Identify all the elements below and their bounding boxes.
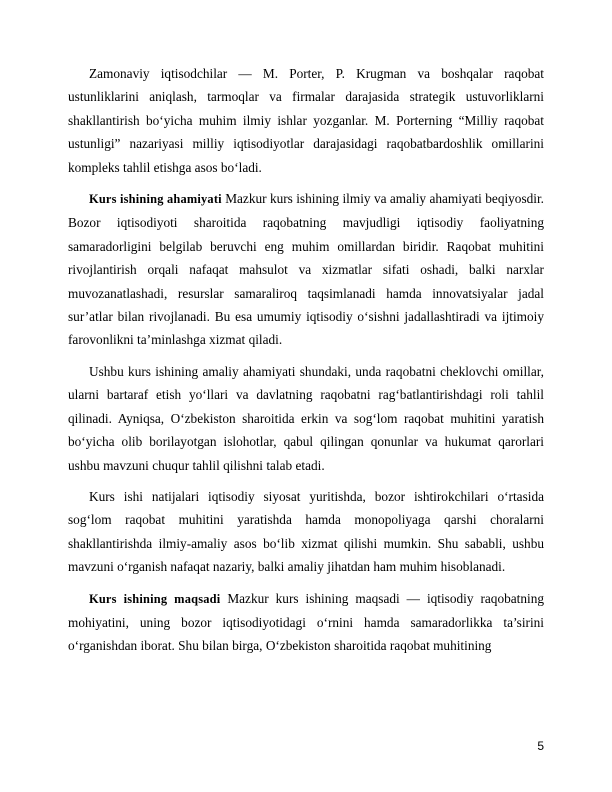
section-lead-significance: Kurs ishining ahamiyati [89, 192, 222, 207]
page-body [68, 62, 544, 666]
paragraph-text: Mazkur kurs ishining maqsadi — iqtisodiy raqobatning mohiyatini, uning bozor iqtisodiyotidagi o‘rnini hamda samaradorlikka ta’sirini o‘rganishdan iborat. Shu bilan birga, O‘zbekiston sharoitida raqobat muhitining [68, 590, 544, 654]
paragraph-practical-significance [68, 360, 544, 477]
paragraph-text: Mazkur kurs ishining ilmiy va amaliy ahamiyati beqiyosdir. Bozor iqtisodiyoti sharoitida raqobatning mavjudligi iqtisodiy faoliyatning samaradorligini belgilab beruvchi eng muhim omillardan biridir. Raqobat muhitini rivojlantirish orqali nafaqat mahsulot va xizmatlar sifati oshadi, balki narxlar muvozanatlashadi, resurslar samaraliroq taqsimlanadi hamda innovatsiyalar jadal sur’atlar bilan rivojlanadi. Bu esa umumiy iqtisodiy o‘sishni jadallashtiradi va ijtimoiy farovonlikni ta’minlashga xizmat qiladi. [68, 191, 544, 348]
paragraph-modern-economists [68, 62, 544, 179]
paragraph-text: Kurs ishi natijalari iqtisodiy siyosat yuritishda, bozor ishtirokchilari o‘rtasida sog‘lom raqobat muhitini yaratishda hamda monopoliyaga qarshi choralarni shakllantirishda ilmiy-amaliy asos bo‘lib xizmat qilishi mumkin. Shu sababli, ushbu mavzuni o‘rganish nafaqat nazariy, balki amaliy jihatdan ham muhim hisoblanadi. [68, 488, 544, 575]
paragraph-results [68, 485, 544, 579]
paragraph-text: Ushbu kurs ishining amaliy ahamiyati shundaki, unda raqobatni cheklovchi omillar, ularni bartaraf etish yo‘llari va davlatning raqobatni rag‘batlantirishdagi roli tahlil qilinadi. Ayniqsa, O‘zbekiston sharoitida erkin va sog‘lom raqobat muhitini yaratish bo‘yicha olib borilayotgan islohotlar, qabul qilingan qonunlar va hukumat qarorlari ushbu mavzuni chuqur tahlil qilishni talab etadi. [68, 363, 544, 473]
page-number: 5 [537, 739, 544, 753]
paragraph-goal [68, 587, 544, 658]
paragraph-text: Zamonaviy iqtisodchilar — M. Porter, P. Krugman va boshqalar raqobat ustunliklarini aniqlash, tarmoqlar va firmalar darajasida strategik ustuvorliklarni shakllantirish bo‘yicha muhim ilmiy ishlar yozganlar. M. Porterning “Milliy raqobat ustunligi” nazariyasi milliy iqtisodiyotlar darajasidagi raqobatbardoshlik omillarini kompleks tahlil etishga asos bo‘ladi. [68, 66, 544, 175]
section-lead-goal: Kurs ishining maqsadi [89, 591, 221, 606]
paragraph-significance [68, 187, 544, 352]
